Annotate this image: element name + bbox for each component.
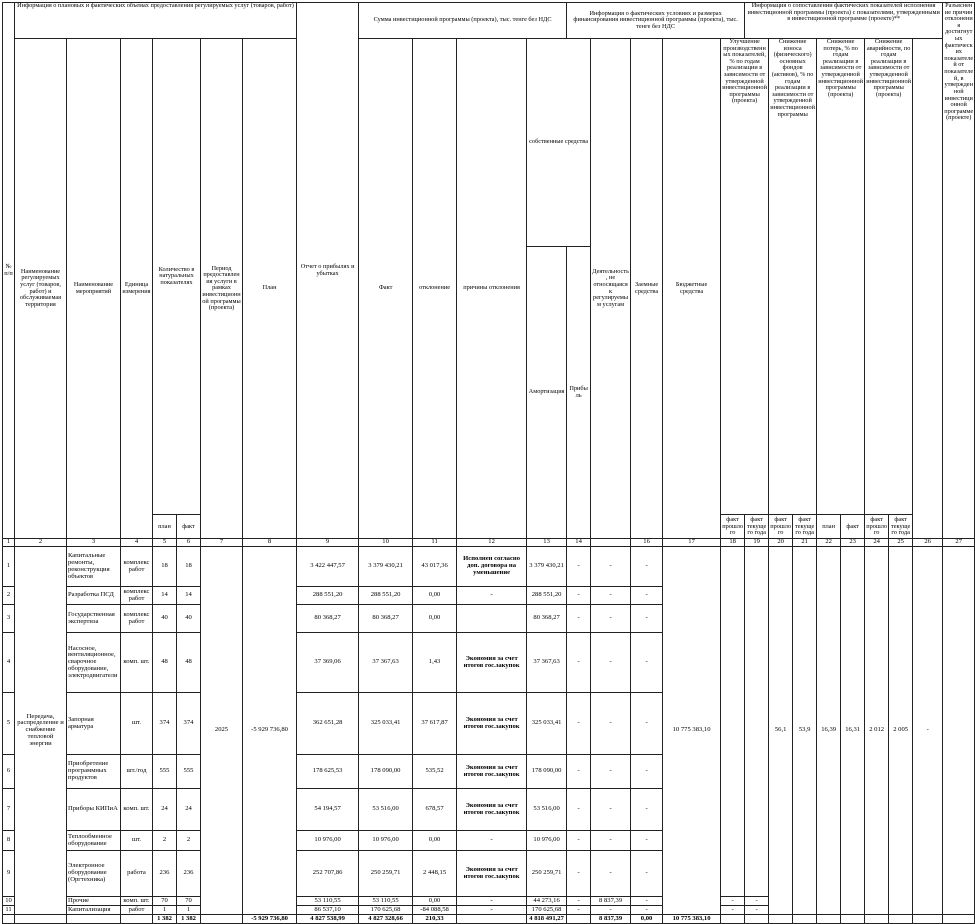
deviation-reason	[457, 605, 527, 633]
header-losses: Снижение потерь, % по годам реализации в зависимости от утвержденной инвестиционной программы (проекта)	[817, 39, 865, 515]
sum-deviation: 37 617,87	[413, 693, 457, 755]
sum-fact: 53 516,00	[359, 789, 413, 831]
col-num: 10	[359, 539, 413, 547]
row-num: 3	[3, 605, 15, 633]
sum-deviation: -84 088,58	[413, 906, 457, 915]
total-sum-plan: 4 827 538,99	[297, 915, 359, 924]
borrowed-cell: -	[631, 755, 663, 789]
amortization-cell: 53 516,00	[527, 789, 567, 831]
unit-cell: шт.	[121, 693, 153, 755]
nonreg-cell: -	[591, 755, 631, 789]
nonreg-cell: -	[591, 605, 631, 633]
total-profit-report: -5 929 736,80	[243, 915, 297, 924]
sum-fact: 80 368,27	[359, 605, 413, 633]
row-num: 8	[3, 831, 15, 851]
nonreg-cell: -	[591, 547, 631, 587]
total-sum-fact: 4 827 328,66	[359, 915, 413, 924]
amortization-cell: 10 976,00	[527, 831, 567, 851]
fact-qty: 236	[177, 851, 201, 897]
col-num: 25	[889, 539, 913, 547]
col-num: 27	[943, 539, 975, 547]
header-budget: Бюджетные средства	[663, 39, 721, 539]
col-num: 16	[631, 539, 663, 547]
plan-qty: 555	[153, 755, 177, 789]
table-row	[3, 547, 975, 587]
measure-name: Электронное оборудование (Оргтехника)	[67, 851, 121, 897]
unit-cell: комп. шт.	[121, 897, 153, 906]
header-plan: План	[243, 39, 297, 539]
total-budget: 10 775 383,10	[663, 915, 721, 924]
sum-plan: 54 194,57	[297, 789, 359, 831]
borrowed-cell: -	[631, 851, 663, 897]
col-num: 18	[721, 539, 745, 547]
row-num: 11	[3, 906, 15, 915]
header-fact-curr-21: факт текущего года	[793, 515, 817, 539]
sum-plan: 362 651,28	[297, 693, 359, 755]
fact-qty: 40	[177, 605, 201, 633]
total-amortization: 4 818 491,27	[527, 915, 567, 924]
profit-cell: -	[567, 633, 591, 693]
profit-cell: -	[567, 831, 591, 851]
amortization-cell: 325 033,41	[527, 693, 567, 755]
col-num: 20	[769, 539, 793, 547]
quality-cell	[943, 547, 975, 915]
col-num: 8	[243, 539, 297, 547]
unit-cell: работ	[121, 906, 153, 915]
measure-name: Запорная арматура	[67, 693, 121, 755]
col-num: 4	[121, 539, 153, 547]
fact-qty: 70	[177, 897, 201, 906]
header-deviation: отклонение	[413, 39, 457, 539]
header-fact-23: факт	[841, 515, 865, 539]
header-measure-name: Наименование мероприятий	[67, 39, 121, 539]
sum-deviation: 0,00	[413, 587, 457, 605]
explain-cell: -	[913, 547, 943, 915]
plan-qty: 1	[153, 906, 177, 915]
total-nonreg: 8 837,39	[591, 915, 631, 924]
header-amortization: Амортизация	[527, 247, 567, 539]
nonreg-cell: -	[591, 831, 631, 851]
budget-cell: 10 775 383,10	[663, 547, 721, 915]
total-borrowed: 0,00	[631, 915, 663, 924]
col-num: 23	[841, 539, 865, 547]
total-deviation: 210,33	[413, 915, 457, 924]
sum-plan: 86 537,10	[297, 906, 359, 915]
profit-cell: -	[567, 693, 591, 755]
col-num: 14	[567, 539, 591, 547]
deviation-reason: -	[457, 587, 527, 605]
col-num: 21	[793, 539, 817, 547]
unit-cell: шт.	[121, 831, 153, 851]
unit-cell: шт./год	[121, 755, 153, 789]
measure-name: Капитализация	[67, 906, 121, 915]
deviation-reason: -	[457, 906, 527, 915]
sum-fact: 3 379 430,21	[359, 547, 413, 587]
investment-report-table	[2, 2, 975, 924]
col-num: 12	[457, 539, 527, 547]
accidents-prev: 2 012	[865, 547, 889, 915]
fact-qty: 18	[177, 547, 201, 587]
deviation-reason: Экономия за счет итогов гос.закупок	[457, 693, 527, 755]
sum-deviation: 2 448,15	[413, 851, 457, 897]
row-num: 1	[3, 547, 15, 587]
header-compare-group: Информация о сопоставлении фактических показателей исполнения инвестиционной программы (проекта) с показателями, утвержденными в инвестиционной программе (проекте)**	[745, 3, 943, 39]
wear-curr: 53,9	[793, 547, 817, 915]
header-service-name: Наименование регулируемых услуг (товаров, работ) и обслуживаемая территория	[15, 39, 67, 539]
plan-qty: 374	[153, 693, 177, 755]
header-fact-prev-24: факт прошлого	[865, 515, 889, 539]
sum-fact: 288 551,20	[359, 587, 413, 605]
sum-plan: 53 110,55	[297, 897, 359, 906]
accidents-curr: 2 005	[889, 547, 913, 915]
sum-deviation: 43 017,36	[413, 547, 457, 587]
sum-plan: 178 625,53	[297, 755, 359, 789]
improve-prev	[721, 547, 745, 897]
sum-fact: 10 976,00	[359, 831, 413, 851]
header-own-funds: собственные средства	[527, 39, 591, 247]
profit-cell: -	[567, 605, 591, 633]
unit-cell: комплекс работ	[121, 547, 153, 587]
header-fact: Факт	[359, 39, 413, 539]
amortization-cell: 3 379 430,21	[527, 547, 567, 587]
row-num: 7	[3, 789, 15, 831]
row-num: 2	[3, 587, 15, 605]
nonreg-cell: -	[591, 789, 631, 831]
fact-qty: 48	[177, 633, 201, 693]
nonreg-cell: -	[591, 906, 631, 915]
sum-plan: 3 422 447,57	[297, 547, 359, 587]
profit-cell: -	[567, 897, 591, 906]
borrowed-cell: -	[631, 605, 663, 633]
header-finance-group: Информация о фактических условиях и размерах финансирования инвестиционной программы (проекта), тыс. тенге без НДС	[567, 3, 745, 39]
nonreg-cell: -	[591, 851, 631, 897]
borrowed-cell: -	[631, 693, 663, 755]
column-numbers-row	[3, 539, 975, 547]
improve-curr: -	[745, 906, 769, 915]
header-profit-report: Отчет о прибылях и убытках	[297, 3, 359, 539]
col-num: 5	[153, 539, 177, 547]
measure-name: Разработка ПСД	[67, 587, 121, 605]
sum-fact: 250 259,71	[359, 851, 413, 897]
header-improve: Улучшение производственных показателей, % по годам реализации в зависимости от утвержденной инвестиционной программы (проекта)	[721, 39, 769, 515]
plan-qty: 48	[153, 633, 177, 693]
sum-fact: 170 625,68	[359, 906, 413, 915]
totals-row	[3, 915, 975, 924]
col-num: 6	[177, 539, 201, 547]
measure-name: Приобретение программных продуктов	[67, 755, 121, 789]
col-num: 24	[865, 539, 889, 547]
header-nonreg: Деятельность, не относящаяся к регулируемым услугам	[591, 39, 631, 539]
row-num: 4	[3, 633, 15, 693]
sum-plan: 252 707,86	[297, 851, 359, 897]
total-plan-qty: 1 382	[153, 915, 177, 924]
header-plan-fact-group: Информация о плановых и фактических объемах предоставления регулируемых услуг (товаров, работ)	[15, 3, 297, 39]
losses-fact: 16,31	[841, 547, 865, 915]
header-quantity: Количество в натуральных показателях	[153, 39, 201, 515]
header-unit: Единица измерения	[121, 39, 153, 539]
header-plan-22: план	[817, 515, 841, 539]
sum-plan: 37 369,06	[297, 633, 359, 693]
col-num	[591, 539, 631, 547]
sum-plan: 80 368,27	[297, 605, 359, 633]
header-period: Период предоставления услуги в рамках инвестиционной программы (проекта)	[201, 39, 243, 539]
wear-prev: 56,1	[769, 547, 793, 915]
col-num: 2	[15, 539, 67, 547]
col-num: 11	[413, 539, 457, 547]
header-num: № п/п	[3, 3, 15, 539]
plan-qty: 2	[153, 831, 177, 851]
measure-name: Государственная экспертиза	[67, 605, 121, 633]
fact-qty: 24	[177, 789, 201, 831]
deviation-reason: -	[457, 831, 527, 851]
header-fact-curr-19: факт текущего года	[745, 515, 769, 539]
plan-qty: 24	[153, 789, 177, 831]
fact-qty: 1	[177, 906, 201, 915]
col-num: 9	[297, 539, 359, 547]
col-num: 1	[3, 539, 15, 547]
header-reasons: причины отклонения	[457, 39, 527, 539]
fact-qty: 374	[177, 693, 201, 755]
fact-qty: 2	[177, 831, 201, 851]
sum-deviation: 0,00	[413, 605, 457, 633]
header-fact-prev-20: факт прошлого	[769, 515, 793, 539]
borrowed-cell: -	[631, 547, 663, 587]
measure-name: Прочие	[67, 897, 121, 906]
header-profit: Прибыль	[567, 247, 591, 539]
unit-cell: комп. шт.	[121, 789, 153, 831]
header-accidents: Снижение аварийности, по годам реализации в зависимости от утвержденной инвестиционной программы (проекта)	[865, 39, 913, 515]
improve-prev: -	[721, 897, 745, 906]
profit-cell: -	[567, 851, 591, 897]
sum-plan: 10 976,00	[297, 831, 359, 851]
sum-deviation: 0,00	[413, 897, 457, 906]
borrowed-cell: -	[631, 633, 663, 693]
header-explain: Разъяснение причин отклонения достигнутых фактических показателей от показателей, в утвержденной инвестиционной программе (проекте)	[943, 3, 975, 539]
improve-curr: -	[745, 897, 769, 906]
sum-fact: 37 367,63	[359, 633, 413, 693]
row-num: 10	[3, 897, 15, 906]
amortization-cell: 80 368,27	[527, 605, 567, 633]
sum-plan: 288 551,20	[297, 587, 359, 605]
measure-name: Теплообменное оборудование	[67, 831, 121, 851]
losses-plan: 16,39	[817, 547, 841, 915]
profit-cell: -	[567, 789, 591, 831]
row-num: 9	[3, 851, 15, 897]
header-borrowed: Заемные средства	[631, 39, 663, 539]
col-num: 22	[817, 539, 841, 547]
fact-qty: 14	[177, 587, 201, 605]
sum-fact: 325 033,41	[359, 693, 413, 755]
plan-qty: 236	[153, 851, 177, 897]
sum-deviation: 535,52	[413, 755, 457, 789]
deviation-reason: -	[457, 897, 527, 906]
improve-prev: -	[721, 906, 745, 915]
col-num: 19	[745, 539, 769, 547]
header-fact-curr-25: факт текущего года	[889, 515, 913, 539]
profit-cell: -	[567, 906, 591, 915]
plan-qty: 40	[153, 605, 177, 633]
nonreg-cell: -	[591, 587, 631, 605]
profit-cell: -	[567, 547, 591, 587]
sum-fact: 53 110,55	[359, 897, 413, 906]
unit-cell: комплекс работ	[121, 605, 153, 633]
measure-name: Капитальные ремонты, реконструкция объектов	[67, 547, 121, 587]
header-plan-sub: план	[153, 515, 177, 539]
col-num: 26	[913, 539, 943, 547]
service-name-cell: Передача, распределение и снабжение тепловой энергии	[15, 547, 67, 915]
improve-curr	[745, 547, 769, 897]
borrowed-cell: -	[631, 906, 663, 915]
row-num: 6	[3, 755, 15, 789]
nonreg-cell: 8 837,39	[591, 897, 631, 906]
deviation-reason: Экономия за счет итогов гос.закупок	[457, 755, 527, 789]
profit-cell: -	[567, 587, 591, 605]
borrowed-cell: -	[631, 587, 663, 605]
deviation-reason: Экономия за счет итогов гос.закупок	[457, 633, 527, 693]
unit-cell: работа	[121, 851, 153, 897]
deviation-reason: Исполнен согласно доп. договора на уменьшение	[457, 547, 527, 587]
deviation-reason: Экономия за счет итогов гос.закупок	[457, 851, 527, 897]
sum-deviation: 1,43	[413, 633, 457, 693]
col-num: 7	[201, 539, 243, 547]
header-fact-sub: факт	[177, 515, 201, 539]
amortization-cell: 44 273,16	[527, 897, 567, 906]
amortization-cell: 288 551,20	[527, 587, 567, 605]
plan-qty: 18	[153, 547, 177, 587]
col-num: 17	[663, 539, 721, 547]
profit-cell: -	[567, 755, 591, 789]
amortization-cell: 250 259,71	[527, 851, 567, 897]
borrowed-cell: -	[631, 831, 663, 851]
col-num: 13	[527, 539, 567, 547]
amortization-cell: 178 090,00	[527, 755, 567, 789]
nonreg-cell: -	[591, 633, 631, 693]
sum-deviation: 678,57	[413, 789, 457, 831]
borrowed-cell: -	[631, 897, 663, 906]
amortization-cell: 170 625,68	[527, 906, 567, 915]
period-cell: 2025	[201, 547, 243, 915]
total-fact-qty: 1 382	[177, 915, 201, 924]
profit-report-cell: -5 929 736,80	[243, 547, 297, 915]
sum-fact: 178 090,00	[359, 755, 413, 789]
col-num: 3	[67, 539, 121, 547]
measure-name: Насосное, вентиляционное, сварочное оборудование, электродвигатели	[67, 633, 121, 693]
amortization-cell: 37 367,63	[527, 633, 567, 693]
row-num: 5	[3, 693, 15, 755]
header-wear: Снижение износа (физического) основных фондов (активов), % по годам реализации в зависимости от утвержденной инвестиционной программы	[769, 39, 817, 515]
header-fact-prev-18: факт прошлого	[721, 515, 745, 539]
nonreg-cell: -	[591, 693, 631, 755]
measure-name: Приборы КИПиА	[67, 789, 121, 831]
plan-qty: 70	[153, 897, 177, 906]
deviation-reason: Экономия за счет итогов гос.закупок	[457, 789, 527, 831]
header-sum-group: Сумма инвестиционной программы (проекта), тыс. тенге без НДС	[359, 3, 567, 39]
unit-cell: комп. шт.	[121, 633, 153, 693]
plan-qty: 14	[153, 587, 177, 605]
unit-cell: комплекс работ	[121, 587, 153, 605]
sum-deviation: 0,00	[413, 831, 457, 851]
borrowed-cell: -	[631, 789, 663, 831]
fact-qty: 555	[177, 755, 201, 789]
